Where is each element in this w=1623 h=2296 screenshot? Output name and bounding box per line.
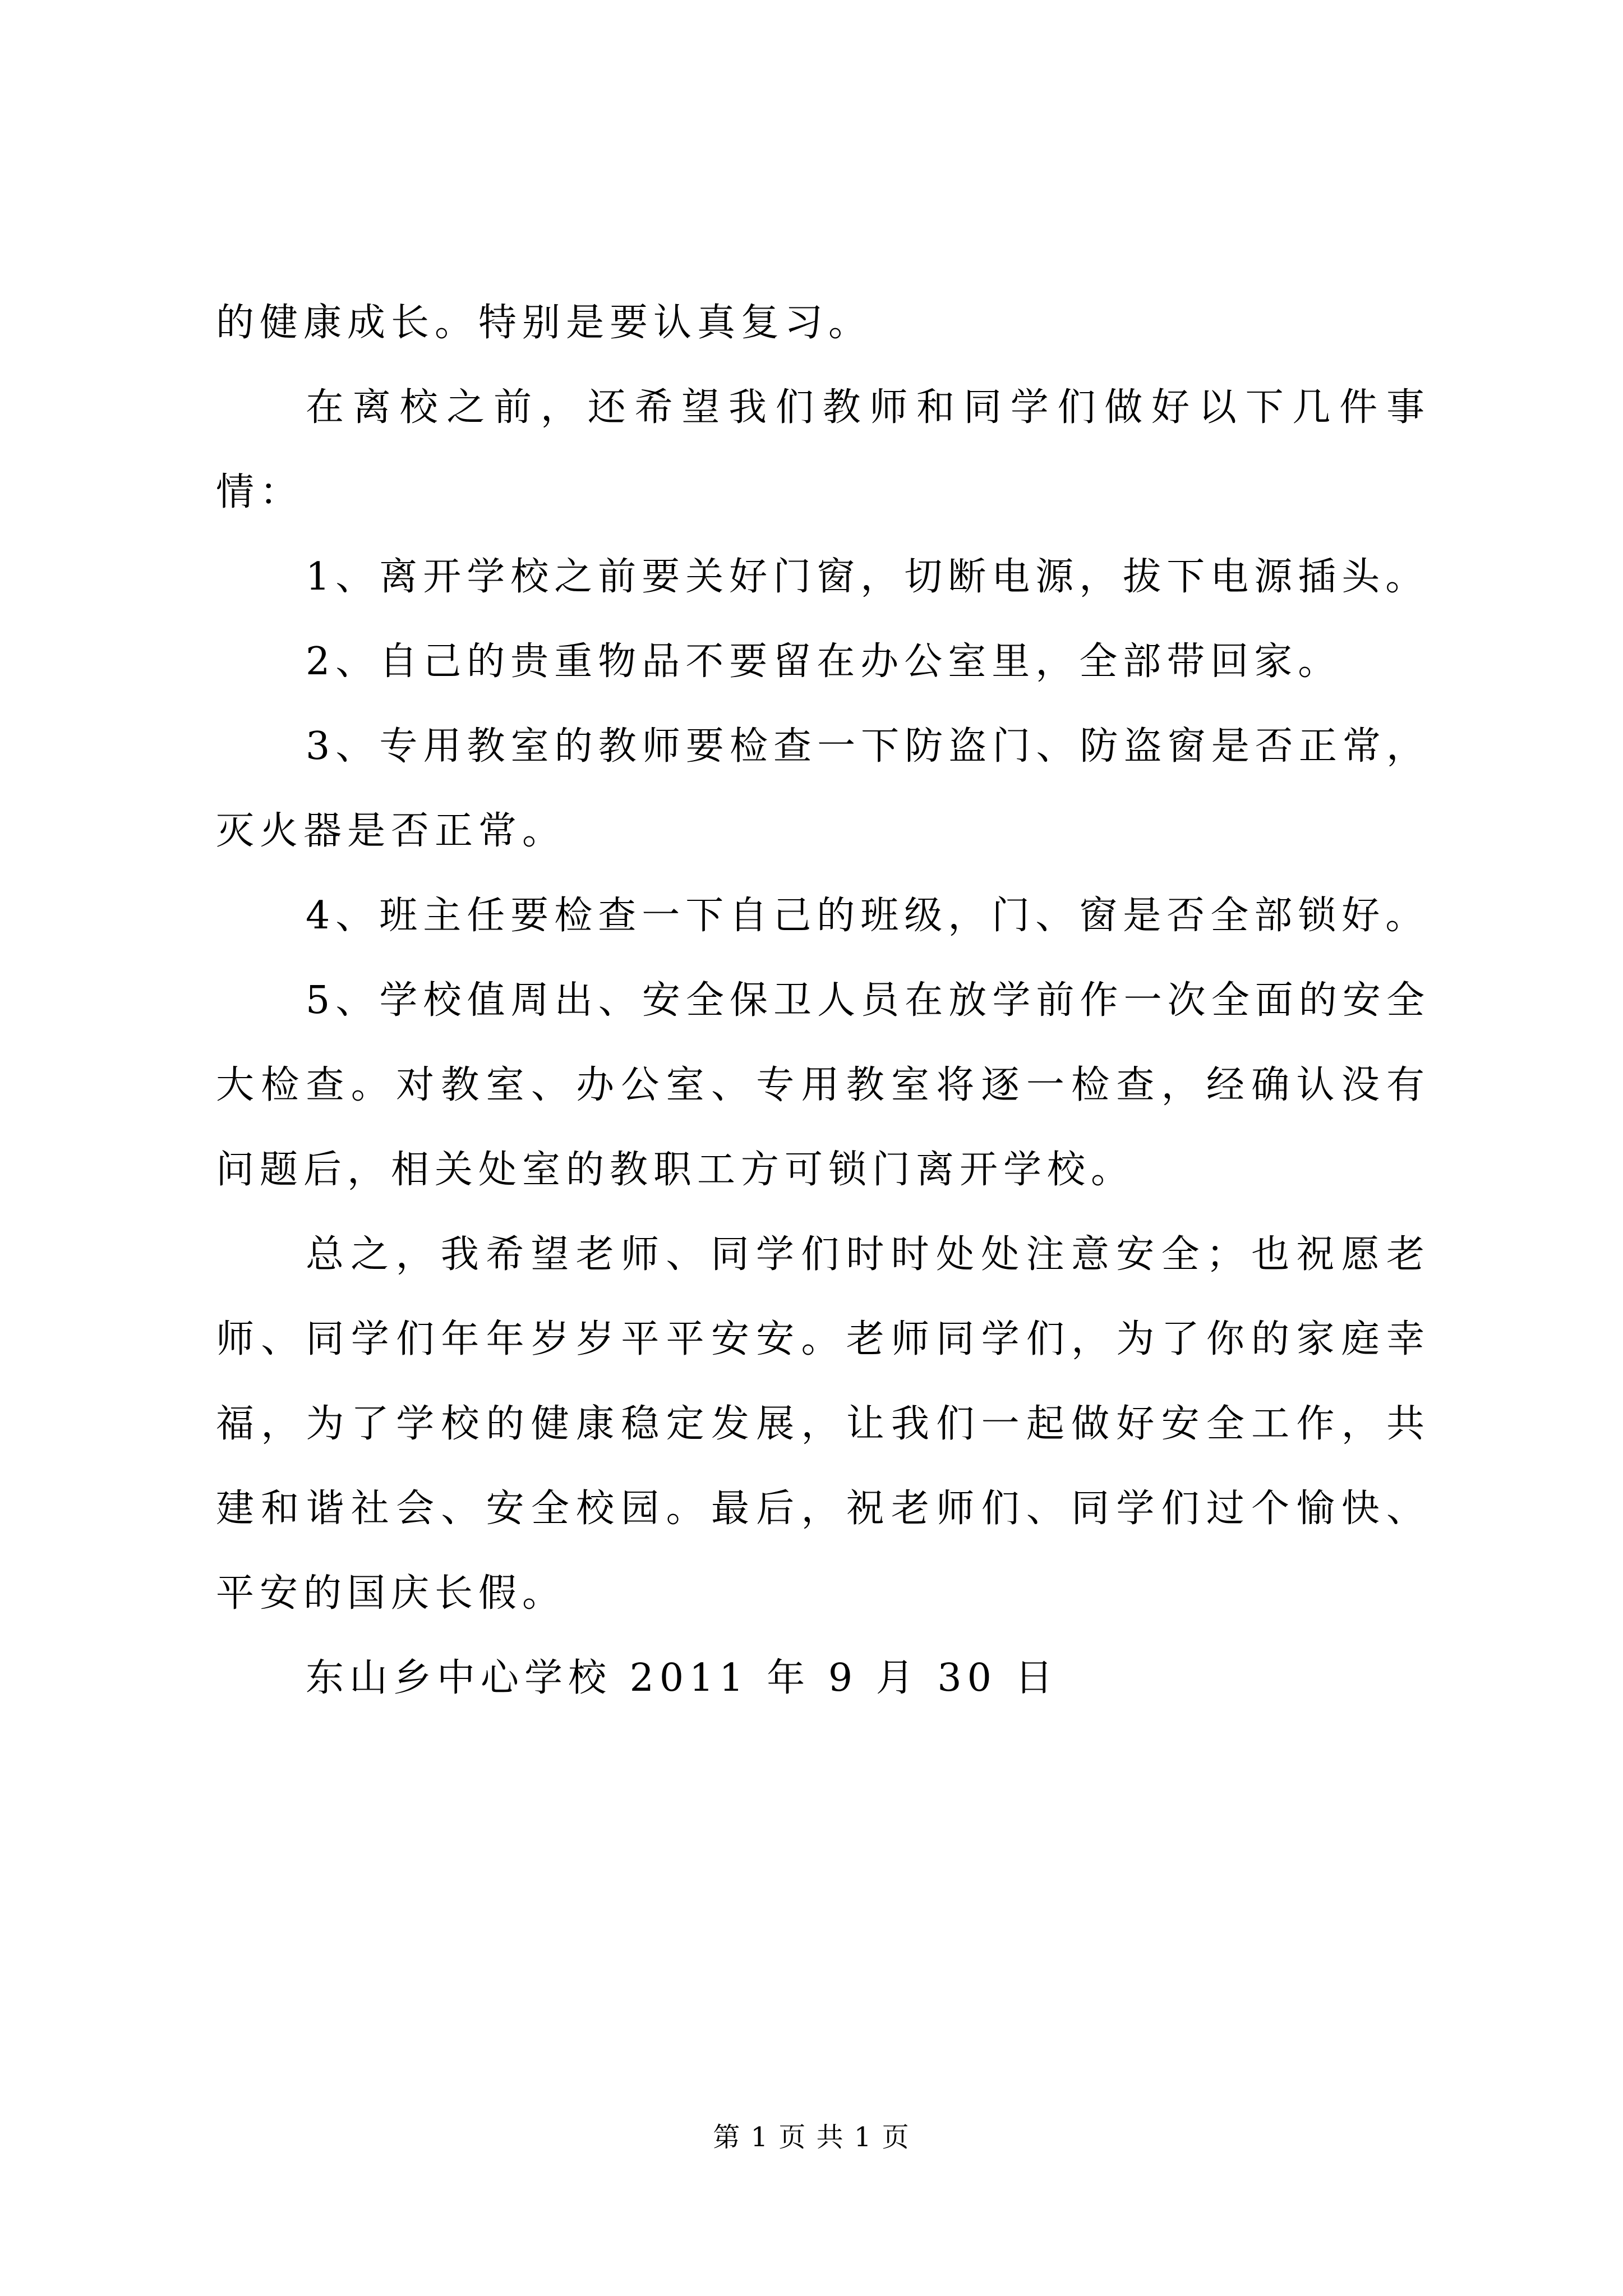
paragraph-conclusion: 总之，我希望老师、同学们时时处处注意安全；也祝愿老师、同学们年年岁岁平平安安。老师同学们，为了你的家庭幸福，为了学校的健康稳定发展，让我们一起做好安全工作，共建和谐社会、安全校园。最后，祝老师们、同学们过个愉快、平安的国庆长假。: [216, 1232, 1430, 1616]
paragraph-item-2: 2、自己的贵重物品不要留在办公室里，全部带回家。: [306, 639, 1342, 684]
paragraph-intro: 在离校之前，还希望我们教师和同学们做好以下几件事情：: [216, 385, 1430, 514]
paragraph-item-4: 4、班主任要检查一下自己的班级，门、窗是否全部锁好。: [306, 894, 1430, 938]
page-number-footer: 第 1 页 共 1 页: [713, 2122, 910, 2153]
document-body: [216, 280, 1430, 1720]
signature-date: 东山乡中心学校 2011 年 9 月 30 日: [306, 1656, 1059, 1700]
paragraph-continuation: 的健康成长。特别是要认真复习。: [216, 301, 873, 345]
paragraph-item-3: 3、专用教室的教师要检查一下防盗门、防盗窗是否正常，灭火器是否正常。: [216, 724, 1430, 853]
paragraph-item-5: 5、学校值周出、安全保卫人员在放学前作一次全面的安全大检查。对教室、办公室、专用教室将逐一检查，经确认没有问题后，相关处室的教职工方可锁门离开学校。: [216, 978, 1430, 1192]
paragraph-item-1: 1、离开学校之前要关好门窗，切断电源，拔下电源插头。: [306, 555, 1430, 599]
